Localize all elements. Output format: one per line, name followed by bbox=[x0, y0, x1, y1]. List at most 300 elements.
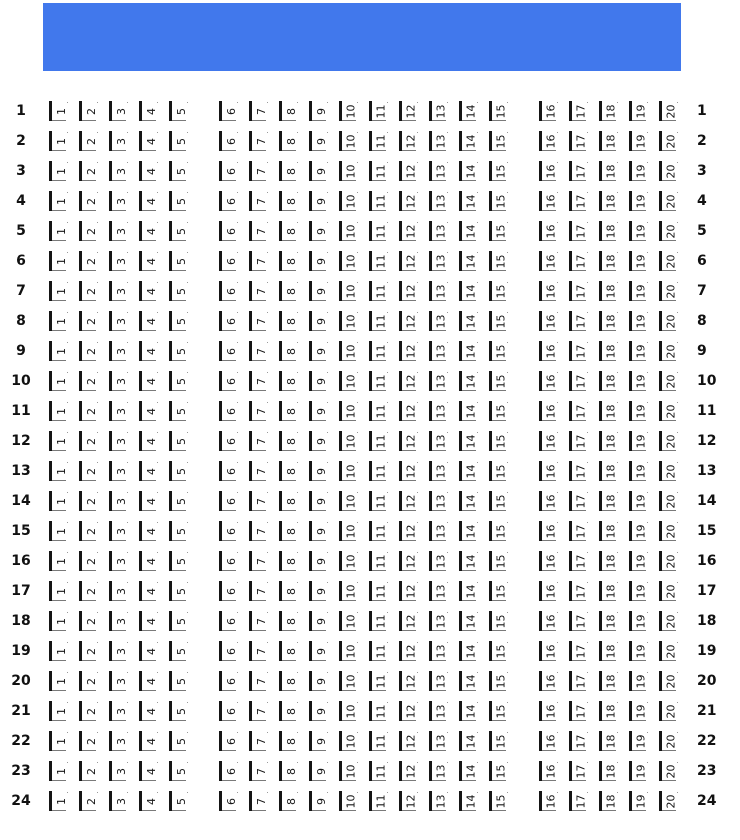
answer-cell[interactable] bbox=[109, 521, 129, 541]
answer-cell[interactable] bbox=[139, 251, 159, 271]
answer-cell[interactable] bbox=[489, 701, 509, 721]
answer-cell[interactable] bbox=[369, 131, 389, 151]
answer-cell[interactable] bbox=[399, 551, 419, 571]
answer-cell[interactable] bbox=[489, 221, 509, 241]
answer-cell[interactable] bbox=[629, 281, 649, 301]
answer-cell[interactable] bbox=[399, 281, 419, 301]
answer-cell[interactable] bbox=[539, 251, 559, 271]
answer-cell[interactable] bbox=[169, 101, 189, 121]
answer-cell[interactable] bbox=[399, 251, 419, 271]
answer-cell[interactable] bbox=[219, 521, 239, 541]
answer-cell[interactable] bbox=[459, 371, 479, 391]
answer-cell[interactable] bbox=[569, 401, 589, 421]
answer-cell[interactable] bbox=[339, 431, 359, 451]
answer-cell[interactable] bbox=[249, 131, 269, 151]
answer-cell[interactable] bbox=[429, 671, 449, 691]
answer-cell[interactable] bbox=[369, 491, 389, 511]
answer-cell[interactable] bbox=[459, 731, 479, 751]
answer-cell[interactable] bbox=[139, 641, 159, 661]
answer-cell[interactable] bbox=[659, 671, 679, 691]
answer-cell[interactable] bbox=[569, 341, 589, 361]
answer-cell[interactable] bbox=[629, 131, 649, 151]
answer-cell[interactable] bbox=[249, 311, 269, 331]
answer-cell[interactable] bbox=[629, 251, 649, 271]
answer-cell[interactable] bbox=[219, 371, 239, 391]
answer-cell[interactable] bbox=[539, 401, 559, 421]
answer-cell[interactable] bbox=[539, 581, 559, 601]
answer-cell[interactable] bbox=[459, 281, 479, 301]
answer-cell[interactable] bbox=[459, 221, 479, 241]
answer-cell[interactable] bbox=[139, 431, 159, 451]
answer-cell[interactable] bbox=[139, 131, 159, 151]
answer-cell[interactable] bbox=[279, 731, 299, 751]
answer-cell[interactable] bbox=[629, 761, 649, 781]
answer-cell[interactable] bbox=[569, 431, 589, 451]
answer-cell[interactable] bbox=[79, 581, 99, 601]
answer-cell[interactable] bbox=[339, 521, 359, 541]
answer-cell[interactable] bbox=[539, 221, 559, 241]
answer-cell[interactable] bbox=[599, 611, 619, 631]
answer-cell[interactable] bbox=[339, 281, 359, 301]
answer-cell[interactable] bbox=[539, 161, 559, 181]
answer-cell[interactable] bbox=[569, 221, 589, 241]
answer-cell[interactable] bbox=[309, 761, 329, 781]
answer-cell[interactable] bbox=[599, 161, 619, 181]
answer-cell[interactable] bbox=[569, 641, 589, 661]
answer-cell[interactable] bbox=[219, 161, 239, 181]
answer-cell[interactable] bbox=[249, 611, 269, 631]
answer-cell[interactable] bbox=[279, 401, 299, 421]
answer-cell[interactable] bbox=[219, 401, 239, 421]
answer-cell[interactable] bbox=[369, 311, 389, 331]
answer-cell[interactable] bbox=[429, 491, 449, 511]
answer-cell[interactable] bbox=[659, 251, 679, 271]
answer-cell[interactable] bbox=[459, 191, 479, 211]
answer-cell[interactable] bbox=[539, 791, 559, 811]
answer-cell[interactable] bbox=[309, 791, 329, 811]
answer-cell[interactable] bbox=[339, 131, 359, 151]
answer-cell[interactable] bbox=[369, 731, 389, 751]
answer-cell[interactable] bbox=[659, 791, 679, 811]
answer-cell[interactable] bbox=[399, 491, 419, 511]
answer-cell[interactable] bbox=[109, 641, 129, 661]
answer-cell[interactable] bbox=[79, 641, 99, 661]
answer-cell[interactable] bbox=[399, 611, 419, 631]
answer-cell[interactable] bbox=[139, 581, 159, 601]
answer-cell[interactable] bbox=[309, 641, 329, 661]
answer-cell[interactable] bbox=[489, 671, 509, 691]
answer-cell[interactable] bbox=[109, 461, 129, 481]
answer-cell[interactable] bbox=[49, 731, 69, 751]
answer-cell[interactable] bbox=[109, 311, 129, 331]
answer-cell[interactable] bbox=[489, 431, 509, 451]
answer-cell[interactable] bbox=[249, 551, 269, 571]
answer-cell[interactable] bbox=[539, 371, 559, 391]
answer-cell[interactable] bbox=[459, 551, 479, 571]
answer-cell[interactable] bbox=[109, 281, 129, 301]
answer-cell[interactable] bbox=[629, 221, 649, 241]
answer-cell[interactable] bbox=[49, 491, 69, 511]
answer-cell[interactable] bbox=[219, 671, 239, 691]
answer-cell[interactable] bbox=[169, 251, 189, 271]
answer-cell[interactable] bbox=[399, 401, 419, 421]
answer-cell[interactable] bbox=[599, 731, 619, 751]
answer-cell[interactable] bbox=[309, 521, 329, 541]
answer-cell[interactable] bbox=[279, 161, 299, 181]
answer-cell[interactable] bbox=[339, 641, 359, 661]
answer-cell[interactable] bbox=[599, 311, 619, 331]
answer-cell[interactable] bbox=[629, 191, 649, 211]
answer-cell[interactable] bbox=[169, 191, 189, 211]
answer-cell[interactable] bbox=[659, 131, 679, 151]
answer-cell[interactable] bbox=[219, 791, 239, 811]
answer-cell[interactable] bbox=[249, 101, 269, 121]
answer-cell[interactable] bbox=[249, 431, 269, 451]
answer-cell[interactable] bbox=[629, 401, 649, 421]
answer-cell[interactable] bbox=[309, 281, 329, 301]
answer-cell[interactable] bbox=[279, 551, 299, 571]
answer-cell[interactable] bbox=[569, 791, 589, 811]
answer-cell[interactable] bbox=[399, 761, 419, 781]
answer-cell[interactable] bbox=[339, 731, 359, 751]
answer-cell[interactable] bbox=[459, 641, 479, 661]
answer-cell[interactable] bbox=[489, 371, 509, 391]
answer-cell[interactable] bbox=[169, 491, 189, 511]
answer-cell[interactable] bbox=[539, 191, 559, 211]
answer-cell[interactable] bbox=[249, 581, 269, 601]
answer-cell[interactable] bbox=[49, 161, 69, 181]
answer-cell[interactable] bbox=[219, 311, 239, 331]
answer-cell[interactable] bbox=[169, 701, 189, 721]
answer-cell[interactable] bbox=[249, 521, 269, 541]
answer-cell[interactable] bbox=[569, 191, 589, 211]
answer-cell[interactable] bbox=[339, 401, 359, 421]
answer-cell[interactable] bbox=[429, 251, 449, 271]
answer-cell[interactable] bbox=[539, 341, 559, 361]
answer-cell[interactable] bbox=[249, 401, 269, 421]
answer-cell[interactable] bbox=[489, 521, 509, 541]
answer-cell[interactable] bbox=[109, 581, 129, 601]
answer-cell[interactable] bbox=[569, 701, 589, 721]
answer-cell[interactable] bbox=[79, 701, 99, 721]
answer-cell[interactable] bbox=[79, 461, 99, 481]
answer-cell[interactable] bbox=[659, 701, 679, 721]
answer-cell[interactable] bbox=[249, 761, 269, 781]
answer-cell[interactable] bbox=[339, 761, 359, 781]
answer-cell[interactable] bbox=[539, 101, 559, 121]
answer-cell[interactable] bbox=[629, 161, 649, 181]
answer-cell[interactable] bbox=[599, 761, 619, 781]
answer-cell[interactable] bbox=[139, 611, 159, 631]
answer-cell[interactable] bbox=[399, 341, 419, 361]
answer-cell[interactable] bbox=[139, 341, 159, 361]
answer-cell[interactable] bbox=[249, 191, 269, 211]
answer-cell[interactable] bbox=[169, 641, 189, 661]
answer-cell[interactable] bbox=[309, 491, 329, 511]
answer-cell[interactable] bbox=[369, 641, 389, 661]
answer-cell[interactable] bbox=[169, 221, 189, 241]
answer-cell[interactable] bbox=[79, 371, 99, 391]
answer-cell[interactable] bbox=[539, 431, 559, 451]
answer-cell[interactable] bbox=[139, 791, 159, 811]
answer-cell[interactable] bbox=[659, 761, 679, 781]
answer-cell[interactable] bbox=[139, 371, 159, 391]
answer-cell[interactable] bbox=[569, 161, 589, 181]
answer-cell[interactable] bbox=[459, 161, 479, 181]
answer-cell[interactable] bbox=[599, 491, 619, 511]
answer-cell[interactable] bbox=[339, 461, 359, 481]
answer-cell[interactable] bbox=[79, 161, 99, 181]
answer-cell[interactable] bbox=[629, 431, 649, 451]
answer-cell[interactable] bbox=[369, 401, 389, 421]
answer-cell[interactable] bbox=[629, 101, 649, 121]
answer-cell[interactable] bbox=[659, 461, 679, 481]
answer-cell[interactable] bbox=[339, 311, 359, 331]
answer-cell[interactable] bbox=[109, 761, 129, 781]
answer-cell[interactable] bbox=[459, 611, 479, 631]
answer-cell[interactable] bbox=[169, 131, 189, 151]
answer-cell[interactable] bbox=[429, 341, 449, 361]
answer-cell[interactable] bbox=[219, 641, 239, 661]
answer-cell[interactable] bbox=[219, 761, 239, 781]
answer-cell[interactable] bbox=[429, 371, 449, 391]
answer-cell[interactable] bbox=[459, 671, 479, 691]
answer-cell[interactable] bbox=[279, 701, 299, 721]
answer-cell[interactable] bbox=[429, 461, 449, 481]
answer-cell[interactable] bbox=[659, 311, 679, 331]
answer-cell[interactable] bbox=[489, 191, 509, 211]
answer-cell[interactable] bbox=[539, 521, 559, 541]
answer-cell[interactable] bbox=[79, 401, 99, 421]
answer-cell[interactable] bbox=[309, 131, 329, 151]
answer-cell[interactable] bbox=[109, 251, 129, 271]
answer-cell[interactable] bbox=[539, 731, 559, 751]
answer-cell[interactable] bbox=[399, 701, 419, 721]
answer-cell[interactable] bbox=[279, 221, 299, 241]
answer-cell[interactable] bbox=[49, 311, 69, 331]
answer-cell[interactable] bbox=[429, 221, 449, 241]
answer-cell[interactable] bbox=[489, 251, 509, 271]
answer-cell[interactable] bbox=[539, 281, 559, 301]
answer-cell[interactable] bbox=[569, 281, 589, 301]
answer-cell[interactable] bbox=[599, 551, 619, 571]
answer-cell[interactable] bbox=[599, 461, 619, 481]
answer-cell[interactable] bbox=[249, 371, 269, 391]
answer-cell[interactable] bbox=[309, 671, 329, 691]
answer-cell[interactable] bbox=[49, 461, 69, 481]
answer-cell[interactable] bbox=[659, 161, 679, 181]
answer-cell[interactable] bbox=[339, 791, 359, 811]
answer-cell[interactable] bbox=[279, 341, 299, 361]
answer-cell[interactable] bbox=[169, 371, 189, 391]
answer-cell[interactable] bbox=[79, 191, 99, 211]
answer-cell[interactable] bbox=[109, 131, 129, 151]
answer-cell[interactable] bbox=[569, 461, 589, 481]
answer-cell[interactable] bbox=[369, 551, 389, 571]
answer-cell[interactable] bbox=[659, 341, 679, 361]
answer-cell[interactable] bbox=[599, 101, 619, 121]
answer-cell[interactable] bbox=[279, 431, 299, 451]
answer-cell[interactable] bbox=[339, 581, 359, 601]
answer-cell[interactable] bbox=[629, 611, 649, 631]
answer-cell[interactable] bbox=[79, 791, 99, 811]
answer-cell[interactable] bbox=[429, 761, 449, 781]
answer-cell[interactable] bbox=[459, 431, 479, 451]
answer-cell[interactable] bbox=[49, 191, 69, 211]
answer-cell[interactable] bbox=[339, 701, 359, 721]
answer-cell[interactable] bbox=[169, 761, 189, 781]
answer-cell[interactable] bbox=[49, 221, 69, 241]
answer-cell[interactable] bbox=[79, 221, 99, 241]
answer-cell[interactable] bbox=[399, 581, 419, 601]
answer-cell[interactable] bbox=[599, 431, 619, 451]
answer-cell[interactable] bbox=[139, 671, 159, 691]
answer-cell[interactable] bbox=[459, 341, 479, 361]
answer-cell[interactable] bbox=[109, 341, 129, 361]
answer-cell[interactable] bbox=[489, 791, 509, 811]
answer-cell[interactable] bbox=[309, 341, 329, 361]
answer-cell[interactable] bbox=[599, 671, 619, 691]
answer-cell[interactable] bbox=[489, 101, 509, 121]
answer-cell[interactable] bbox=[79, 611, 99, 631]
answer-cell[interactable] bbox=[659, 551, 679, 571]
answer-cell[interactable] bbox=[459, 701, 479, 721]
answer-cell[interactable] bbox=[429, 551, 449, 571]
answer-cell[interactable] bbox=[309, 371, 329, 391]
answer-cell[interactable] bbox=[339, 101, 359, 121]
answer-cell[interactable] bbox=[459, 311, 479, 331]
answer-cell[interactable] bbox=[629, 641, 649, 661]
answer-cell[interactable] bbox=[219, 131, 239, 151]
answer-cell[interactable] bbox=[279, 311, 299, 331]
answer-cell[interactable] bbox=[279, 461, 299, 481]
answer-cell[interactable] bbox=[569, 731, 589, 751]
answer-cell[interactable] bbox=[79, 101, 99, 121]
answer-cell[interactable] bbox=[49, 101, 69, 121]
answer-cell[interactable] bbox=[109, 401, 129, 421]
answer-cell[interactable] bbox=[429, 731, 449, 751]
answer-cell[interactable] bbox=[339, 551, 359, 571]
answer-cell[interactable] bbox=[49, 551, 69, 571]
answer-cell[interactable] bbox=[429, 641, 449, 661]
answer-cell[interactable] bbox=[429, 131, 449, 151]
answer-cell[interactable] bbox=[369, 461, 389, 481]
answer-cell[interactable] bbox=[79, 491, 99, 511]
answer-cell[interactable] bbox=[659, 101, 679, 121]
answer-cell[interactable] bbox=[49, 701, 69, 721]
answer-cell[interactable] bbox=[169, 611, 189, 631]
answer-cell[interactable] bbox=[219, 461, 239, 481]
answer-cell[interactable] bbox=[339, 341, 359, 361]
answer-cell[interactable] bbox=[629, 491, 649, 511]
answer-cell[interactable] bbox=[309, 551, 329, 571]
answer-cell[interactable] bbox=[569, 251, 589, 271]
answer-cell[interactable] bbox=[569, 131, 589, 151]
answer-cell[interactable] bbox=[429, 311, 449, 331]
answer-cell[interactable] bbox=[399, 131, 419, 151]
answer-cell[interactable] bbox=[429, 101, 449, 121]
answer-cell[interactable] bbox=[489, 581, 509, 601]
answer-cell[interactable] bbox=[139, 521, 159, 541]
answer-cell[interactable] bbox=[629, 461, 649, 481]
answer-cell[interactable] bbox=[459, 251, 479, 271]
answer-cell[interactable] bbox=[279, 191, 299, 211]
answer-cell[interactable] bbox=[309, 311, 329, 331]
answer-cell[interactable] bbox=[49, 251, 69, 271]
answer-cell[interactable] bbox=[369, 281, 389, 301]
answer-cell[interactable] bbox=[489, 461, 509, 481]
answer-cell[interactable] bbox=[659, 581, 679, 601]
answer-cell[interactable] bbox=[489, 731, 509, 751]
answer-cell[interactable] bbox=[629, 341, 649, 361]
answer-cell[interactable] bbox=[219, 701, 239, 721]
answer-cell[interactable] bbox=[369, 611, 389, 631]
answer-cell[interactable] bbox=[249, 251, 269, 271]
answer-cell[interactable] bbox=[629, 521, 649, 541]
answer-cell[interactable] bbox=[459, 761, 479, 781]
answer-cell[interactable] bbox=[309, 191, 329, 211]
answer-cell[interactable] bbox=[219, 491, 239, 511]
answer-cell[interactable] bbox=[309, 401, 329, 421]
answer-cell[interactable] bbox=[279, 521, 299, 541]
answer-cell[interactable] bbox=[309, 581, 329, 601]
answer-cell[interactable] bbox=[489, 761, 509, 781]
answer-cell[interactable] bbox=[249, 641, 269, 661]
answer-cell[interactable] bbox=[169, 311, 189, 331]
answer-cell[interactable] bbox=[569, 611, 589, 631]
answer-cell[interactable] bbox=[659, 521, 679, 541]
answer-cell[interactable] bbox=[539, 131, 559, 151]
answer-cell[interactable] bbox=[489, 641, 509, 661]
answer-cell[interactable] bbox=[219, 221, 239, 241]
answer-cell[interactable] bbox=[309, 431, 329, 451]
answer-cell[interactable] bbox=[369, 101, 389, 121]
answer-cell[interactable] bbox=[459, 101, 479, 121]
answer-cell[interactable] bbox=[169, 551, 189, 571]
answer-cell[interactable] bbox=[659, 371, 679, 391]
answer-cell[interactable] bbox=[309, 161, 329, 181]
answer-cell[interactable] bbox=[169, 431, 189, 451]
answer-cell[interactable] bbox=[109, 371, 129, 391]
answer-cell[interactable] bbox=[139, 101, 159, 121]
answer-cell[interactable] bbox=[79, 431, 99, 451]
answer-cell[interactable] bbox=[309, 611, 329, 631]
answer-cell[interactable] bbox=[309, 461, 329, 481]
answer-cell[interactable] bbox=[369, 371, 389, 391]
answer-cell[interactable] bbox=[219, 251, 239, 271]
answer-cell[interactable] bbox=[459, 491, 479, 511]
answer-cell[interactable] bbox=[249, 281, 269, 301]
answer-cell[interactable] bbox=[279, 371, 299, 391]
answer-cell[interactable] bbox=[629, 581, 649, 601]
answer-cell[interactable] bbox=[139, 311, 159, 331]
answer-cell[interactable] bbox=[169, 581, 189, 601]
answer-cell[interactable] bbox=[629, 371, 649, 391]
answer-cell[interactable] bbox=[169, 341, 189, 361]
answer-cell[interactable] bbox=[659, 611, 679, 631]
answer-cell[interactable] bbox=[369, 191, 389, 211]
answer-cell[interactable] bbox=[279, 281, 299, 301]
answer-cell[interactable] bbox=[489, 551, 509, 571]
answer-cell[interactable] bbox=[459, 461, 479, 481]
answer-cell[interactable] bbox=[139, 701, 159, 721]
answer-cell[interactable] bbox=[49, 791, 69, 811]
answer-cell[interactable] bbox=[79, 311, 99, 331]
answer-cell[interactable] bbox=[249, 341, 269, 361]
answer-cell[interactable] bbox=[109, 191, 129, 211]
answer-cell[interactable] bbox=[539, 491, 559, 511]
answer-cell[interactable] bbox=[489, 161, 509, 181]
